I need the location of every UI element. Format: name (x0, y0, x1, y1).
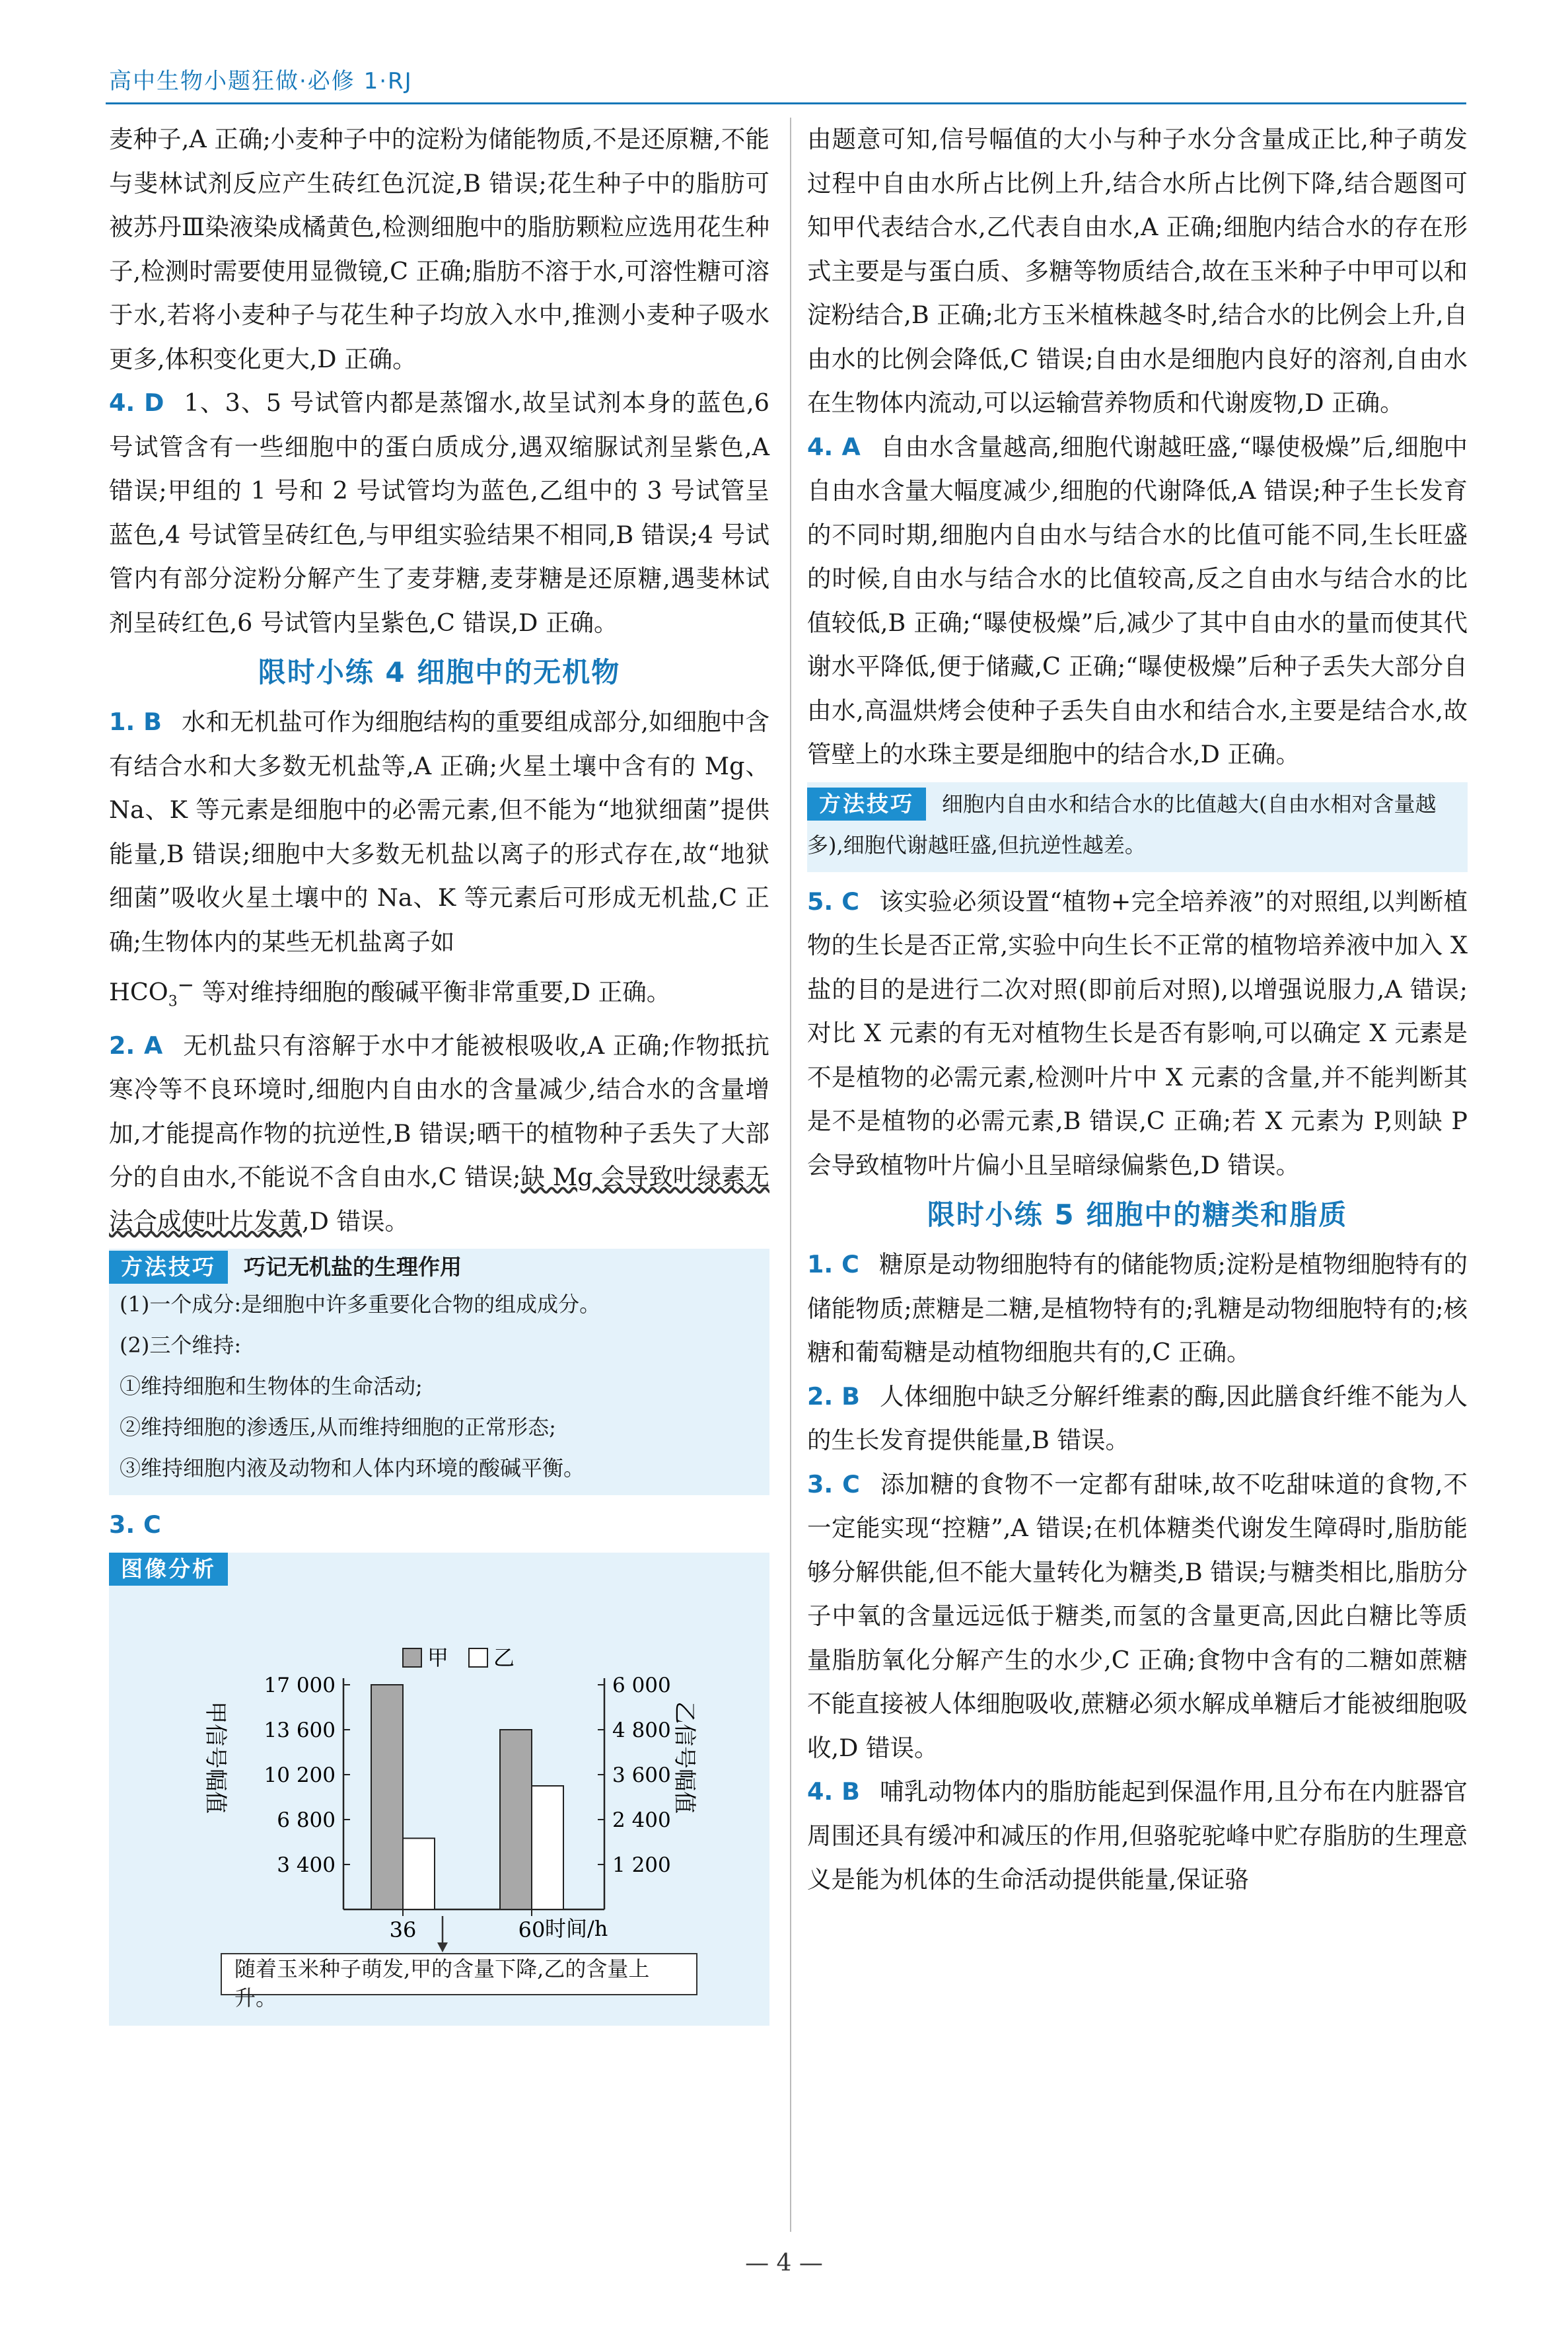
answer-item (807, 425, 1468, 777)
question-number: 3. C (807, 1469, 860, 1498)
header-rule (106, 102, 1466, 104)
formula: $HCO_3^-$ (109, 974, 195, 1010)
answer-text: 哺乳动物体内的脂肪能起到保温作用,且分布在内脏器官周围还具有缓冲和减压的作用,但骆驼驼峰中贮存脂肪的生理意义是能为机体的生命活动提供能量,保证骆 (807, 1777, 1468, 1894)
answer-text: 无机盐只有溶解于水中才能被根吸收,A 正确;作物抵抗寒冷等不良环境时,细胞内自由水的含量减少,结合水的含量增加,才能提高作物的抗逆性,B 错误;晒干的植物种子丢失了大部分的自由水,不能说不含自由水,C 错误; (109, 1031, 769, 1192)
left-tick-label: 13 600 (264, 1718, 336, 1742)
bar-jia (500, 1730, 532, 1909)
question-number: 4. A (807, 432, 861, 461)
left-tick-label: 6 800 (277, 1808, 336, 1832)
bar-chart (109, 1586, 769, 1995)
right-tick-label: 1 200 (612, 1853, 671, 1877)
question-number: 5. C (807, 887, 860, 916)
figure-label: 图像分析 (109, 1553, 228, 1586)
right-axis-label: 乙信号幅值 (671, 1701, 697, 1814)
right-tick-label: 2 400 (612, 1808, 671, 1832)
answer-item (807, 1463, 1468, 1771)
x-tick-label: 36 (389, 1917, 417, 1942)
answer-text: 添加糖的食物不一定都有甜味,故不吃甜味道的食物,不一定能实现“控糖”,A 错误;在机体糖类代谢发生障碍时,脂肪能够分解供能,但不能大量转化为糖类,B 错误;与糖类相比,脂肪分子中氧的含量远远低于糖类,而氢的含量更高,因此白糖比等质量脂肪氧化分解产生的水少,C 正确;食物中含有的二糖如蔗糖不能直接被人体细胞吸收,蔗糖必须水解成单糖后才能被细胞吸收,D 错误。 (807, 1469, 1468, 1762)
page-number: — 4 — (745, 2250, 823, 2277)
method-tip-box (807, 782, 1468, 872)
tip-line: ③维持细胞内液及动物和人体内环境的酸碱平衡。 (120, 1456, 585, 1481)
answer-text: 1、3、5 号试管内都是蒸馏水,故呈试剂本身的蓝色,6 号试管含有一些细胞中的蛋白质成分,遇双缩脲试剂呈紫色,A 错误;甲组的 1 号和 2 号试管均为蓝色,乙组中的 3 号试管呈蓝色,4 号试管呈砖红色,与甲组实验结果不相同,B 错误;4 号试管内有部分淀粉分解产生了麦芽糖,麦芽糖是还原糖,遇斐林试剂呈砖红色,6 号试管内呈紫色,C 错误,D 正确。 (109, 388, 769, 637)
bar-jia (371, 1685, 403, 1909)
figure-note: 随着玉米种子萌发,甲的含量下降,乙的含量上升。 (234, 1956, 650, 2011)
column-divider (790, 118, 791, 2232)
section-title: 限时小练 5 细胞中的糖类和脂质 (927, 1199, 1348, 1231)
figure-analysis-box (109, 1553, 769, 2026)
question-number: 3. C (109, 1510, 161, 1539)
tip-line: ①维持细胞和生物体的生命活动; (120, 1374, 423, 1399)
answer-text: 该实验必须设置“植物+完全培养液”的对照组,以判断植物的生长是否正常,实验中向生长不正常的植物培养液中加入 X 盐的目的是进行二次对照(即前后对照),以增强说服力,A 错误;对比 X 元素的有无对植物生长是否有影响,可以确定 X 元素是不是植物的必需元素,检测叶片中 X 元素的含量,并不能判断其是不是植物的必需元素,B 错误,C 正确;若 X 元素为 P,则缺 P 会导致植物叶片偏小且呈暗绿偏紫色,D 错误。 (807, 887, 1468, 1179)
underlined-text: 缺 Mg 会导致叶绿素无法合成使叶片发黄 (109, 1163, 769, 1236)
bar-yi (403, 1838, 435, 1909)
answer-item (109, 1503, 769, 1547)
right-tick-label: 3 600 (612, 1763, 671, 1787)
answer-item (109, 1024, 769, 1244)
answer-text: ,D 错误。 (302, 1206, 409, 1236)
legend-swatch-jia (403, 1648, 421, 1667)
right-tick-label: 6 000 (612, 1673, 671, 1697)
answer-text: 自由水含量越高,细胞代谢越旺盛,“曝使极燥”后,细胞中自由水含量大幅度减少,细胞的代谢降低,A 错误;种子生长发育的不同时期,细胞内自由水与结合水的比值可能不同,生长旺盛的时候,自由水与结合水的比值较高,反之自由水与结合水的比值较低,B 正确;“曝使极燥”后,减少了其中自由水的量而使其代谢水平降低,便于储藏,C 正确;“曝使极燥”后种子丢失大部分自由水,高温烘烤会使种子丢失自由水和结合水,主要是结合水,故管壁上的水珠主要是细胞中的结合水,D 正确。 (807, 432, 1468, 768)
tip-line: (1)一个成分:是细胞中许多重要化合物的组成成分。 (120, 1292, 601, 1317)
legend-label-yi: 乙 (493, 1644, 515, 1670)
left-column (109, 118, 769, 2026)
answer-text: 等对维持细胞的酸碱平衡非常重要,D 正确。 (194, 978, 671, 1007)
question-number: 2. A (109, 1031, 163, 1060)
answer-text: 糖原是动物细胞特有的储能物质;淀粉是植物细胞特有的储能物质;蔗糖是二糖,是植物特有的;乳糖是动物细胞特有的;核糖和葡萄糖是动植物细胞共有的,C 正确。 (807, 1250, 1468, 1366)
answer-item (807, 880, 1468, 1188)
tip-line: (2)三个维持: (120, 1333, 242, 1358)
paragraph: 麦种子,A 正确;小麦种子中的淀粉为储能物质,不是还原糖,不能与斐林试剂反应产生砖红色沉淀,B 错误;花生种子中的脂肪可被苏丹Ⅲ染液染成橘黄色,检测细胞中的脂肪颗粒应选用花生种子,检测时需要使用显微镜,C 正确;脂肪不溶于水,可溶性糖可溶于水,若将小麦种子与花生种子均放入水中,推测小麦种子吸水更多,体积变化更大,D 正确。 (109, 125, 769, 373)
tip-text: 细胞内自由水和结合水的比值越大(自由水相对含量越多),细胞代谢越旺盛,但抗逆性越差。 (807, 791, 1437, 858)
left-tick-label: 17 000 (264, 1673, 336, 1697)
pointer-arrow-head (437, 1942, 448, 1952)
answer-item (807, 1375, 1468, 1463)
x-axis-label: 时间/h (545, 1915, 608, 1941)
answer-item (807, 1770, 1468, 1902)
question-number: 4. B (807, 1777, 860, 1806)
method-tip-box (109, 1249, 769, 1495)
answer-text: 人体细胞中缺乏分解纤维素的酶,因此膳食纤维不能为人的生长发育提供能量,B 错误。 (807, 1382, 1468, 1454)
paragraph: 由题意可知,信号幅值的大小与种子水分含量成正比,种子萌发过程中自由水所占比例上升,结合水所占比例下降,结合题图可知甲代表结合水,乙代表自由水,A 正确;细胞内结合水的存在形式主要是与蛋白质、多糖等物质结合,故在玉米种子中甲可以和淀粉结合,B 正确;北方玉米植株越冬时,结合水的比例会上升,自由水的比例会降低,C 错误;自由水是细胞内良好的溶剂,自由水在生物体内流动,可以运输营养物质和代谢废物,D 正确。 (807, 125, 1468, 417)
section-title: 限时小练 4 细胞中的无机物 (258, 656, 621, 688)
legend-swatch-yi (469, 1648, 487, 1667)
question-number: 1. B (109, 708, 162, 736)
bar-yi (532, 1786, 563, 1909)
answer-item (109, 381, 769, 645)
tip-line: ②维持细胞的渗透压,从而维持细胞的正常形态; (120, 1415, 556, 1440)
answer-item (807, 1243, 1468, 1375)
x-tick-label: 60 (518, 1917, 546, 1942)
question-number: 4. D (109, 388, 164, 417)
question-number: 2. B (807, 1382, 860, 1411)
left-axis-label: 甲信号幅值 (202, 1701, 229, 1814)
tip-label: 方法技巧 (807, 788, 926, 821)
right-tick-label: 4 800 (612, 1718, 671, 1742)
tip-label: 方法技巧 (109, 1251, 228, 1284)
left-tick-label: 10 200 (264, 1763, 336, 1787)
left-tick-label: 3 400 (277, 1853, 336, 1877)
tip-title: 巧记无机盐的生理作用 (244, 1254, 462, 1280)
answer-text: 水和无机盐可作为细胞结构的重要组成部分,如细胞中含有结合水和大多数无机盐等,A 正确;火星土壤中含有的 Mg、Na、K 等元素是细胞中的必需元素,但不能为“地狱细菌”提供能量,B 错误;细胞中大多数无机盐以离子的形式存在,故“地狱细菌”吸收火星土壤中的 Na、K 等元素后可形成无机盐,C 正确;生物体内的某些无机盐离子如 (109, 708, 769, 956)
right-column (807, 118, 1468, 1902)
running-header: 高中生物小题狂做·必修 1·RJ (109, 68, 413, 94)
question-number: 1. C (807, 1250, 859, 1278)
answer-item (109, 700, 769, 1024)
legend-label-jia: 甲 (427, 1644, 449, 1670)
